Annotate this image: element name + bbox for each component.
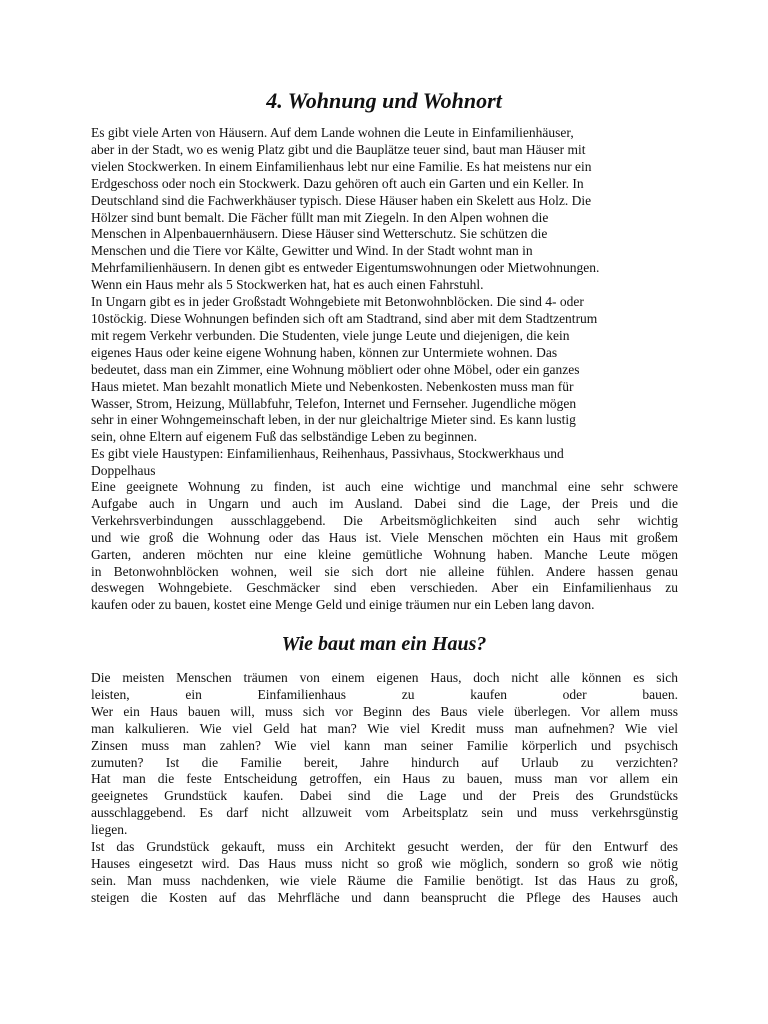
text-line: sein, ohne Eltern auf eigenem Fuß das selbständige Leben zu beginnen. bbox=[91, 429, 478, 445]
text-line: und wie groß die Wohnung oder das Haus ist. Viele Menschen möchten ein Haus mit großem bbox=[91, 529, 678, 545]
text-line: Verkehrsverbindungen ausschlaggebend. Die Arbeitsmöglichkeiten sind auch sehr wichtig bbox=[91, 512, 678, 528]
text-line: bedeutet, dass man ein Zimmer, eine Wohnung möbliert oder ohne Möbel, oder ein ganzes bbox=[91, 361, 580, 377]
text-line: Menschen und die Tiere vor Kälte, Gewitter und Wind. In der Stadt wohnt man in bbox=[91, 243, 533, 259]
text-line: Es gibt viele Haustypen: Einfamilienhaus, Reihenhaus, Passivhaus, Stockwerkhaus und bbox=[91, 446, 564, 462]
body-text-block-intro bbox=[91, 125, 678, 480]
text-line: in Betonwohnblöcken wohnen, weil sie sich dort nie alleine fühlen. Andere hassen genau bbox=[91, 563, 678, 579]
text-line: Doppelhaus bbox=[91, 463, 156, 479]
text-line: In Ungarn gibt es in jeder Großstadt Wohngebiete mit Betonwohnblöcken. Die sind 4- oder bbox=[91, 294, 584, 310]
paragraph-traum bbox=[91, 670, 678, 704]
paragraph-haeuser bbox=[91, 125, 678, 294]
text-line: Hölzer sind bunt bemalt. Die Fächer füllt man mit Ziegeln. In den Alpen wohnen die bbox=[91, 209, 549, 225]
text-line: Garten, anderen möchten nur eine kleine gemütliche Wohnung haben. Manche Leute mögen bbox=[91, 546, 678, 562]
text-line: kaufen oder zu bauen, kostet eine Menge Geld und einige träumen nur ein Leben lang davon. bbox=[91, 597, 595, 613]
text-line: man kalkulieren. Wie viel Geld hat man? Wie viel Kredit muss man aufnehmen? Wie viel bbox=[91, 720, 678, 736]
text-line: ausschlaggebend. Es darf nicht allzuweit vom Arbeitsplatz sein und muss verkehrsgünstig bbox=[91, 805, 678, 821]
text-line: Wasser, Strom, Heizung, Müllabfuhr, Telefon, Internet und Fernseher. Jugendliche mögen bbox=[91, 395, 577, 411]
paragraph-kalkulieren bbox=[91, 704, 678, 839]
text-line: vielen Stockwerken. In einem Einfamilienhaus lebt nur eine Familie. Es hat meistens nur ein bbox=[91, 158, 592, 174]
text-line: Mehrfamilienhäusern. In denen gibt es entweder Eigentumswohnungen oder Mietwohnungen. bbox=[91, 260, 600, 276]
text-line: Ist das Grundstück gekauft, muss ein Architekt gesucht werden, der für den Entwurf des bbox=[91, 839, 678, 855]
text-line: Deutschland sind die Fachwerkhäuser typisch. Diese Häuser haben ein Skelett aus Holz. Die bbox=[91, 192, 592, 208]
text-line: Menschen in Alpenbauernhäusern. Diese Häuser sind Wetterschutz. Sie schützen die bbox=[91, 226, 548, 242]
text-line: Aufgabe auch in Ungarn und auch im Ausland. Dabei sind die Lage, der Preis und die bbox=[91, 495, 678, 511]
section-title-wohnung: 4. Wohnung und Wohnort bbox=[266, 88, 502, 113]
text-line: Zinsen muss man zahlen? Wie viel kann man seiner Familie körperlich und psychisch bbox=[91, 737, 678, 753]
text-line: zumuten? Ist die Familie bereit, Jahre hindurch auf Urlaub zu verzichten? bbox=[91, 754, 678, 770]
text-line: eigenes Haus oder keine eigene Wohnung haben, können zur Untermiete wohnen. Das bbox=[91, 344, 558, 360]
text-line: Haus mietet. Man bezahlt monatlich Miete und Nebenkosten. Nebenkosten muss man für bbox=[91, 378, 574, 394]
paragraph-architekt bbox=[91, 839, 678, 907]
text-line: aber in der Stadt, wo es wenig Platz gibt und die Bauplätze teuer sind, baut man Häuser mit bbox=[91, 141, 586, 157]
text-line: 10stöckig. Diese Wohnungen befinden sich oft am Stadtrand, sind aber mit dem Stadtzentrum bbox=[91, 310, 598, 326]
text-line: Wenn ein Haus mehr als 5 Stockwerken hat, hat es auch einen Fahrstuhl. bbox=[91, 277, 484, 293]
section-title-hausbau: Wie baut man ein Haus? bbox=[281, 633, 487, 655]
text-line: sein. Man muss nachdenken, wie viele Räume die Familie benötigt. Ist das Haus zu groß, bbox=[91, 872, 678, 888]
text-line: Wer ein Haus bauen will, muss sich vor Beginn des Baus viele überlegen. Vor allem muss bbox=[91, 703, 678, 719]
text-line: Die meisten Menschen träumen von einem eigenen Haus, doch nicht alle können es sich bbox=[91, 670, 678, 685]
text-line: Hat man die feste Entscheidung getroffen, ein Haus zu bauen, muss man vor allem ein bbox=[91, 771, 678, 787]
text-line: sehr in einer Wohngemeinschaft leben, in der nur gleichaltrige Mieter sind. Es kann lustig bbox=[91, 412, 576, 428]
paragraph-wohnungssuche bbox=[91, 479, 678, 614]
text-line: geeignetes Grundstück kaufen. Dabei sind die Lage und der Preis des Grundstücks bbox=[91, 788, 678, 804]
text-line: liegen. bbox=[91, 822, 128, 838]
text-line: steigen die Kosten auf das Mehrfläche und dann beansprucht die Pflege des Hauses auch bbox=[91, 889, 678, 905]
text-line: Eine geeignete Wohnung zu finden, ist auch eine wichtige und manchmal eine sehr schwere bbox=[91, 479, 678, 494]
body-text-block-hausbau bbox=[91, 670, 678, 907]
text-line: Erdgeschoss oder noch ein Stockwerk. Dazu gehören oft auch ein Garten und ein Keller. In bbox=[91, 175, 584, 191]
text-line: leisten, ein Einfamilienhaus zu kaufen oder bauen. bbox=[91, 686, 678, 702]
paragraph-ungarn bbox=[91, 294, 678, 446]
body-text-block-wohnungssuche bbox=[91, 479, 678, 614]
text-line: Es gibt viele Arten von Häusern. Auf dem Lande wohnen die Leute in Einfamilienhäuser, bbox=[91, 125, 574, 140]
paragraph-haustypen bbox=[91, 446, 678, 480]
text-line: Hauses eingesetzt wird. Das Haus muss nicht so groß wie möglich, sondern so groß wie nötig bbox=[91, 855, 678, 871]
text-line: deswegen Wohngebiete. Geschmäcker sind eben verschieden. Aber ein Einfamilienhaus zu bbox=[91, 580, 678, 596]
text-line: mit regem Verkehr verbunden. Die Studenten, viele junge Leute und diejenigen, die kein bbox=[91, 327, 570, 343]
